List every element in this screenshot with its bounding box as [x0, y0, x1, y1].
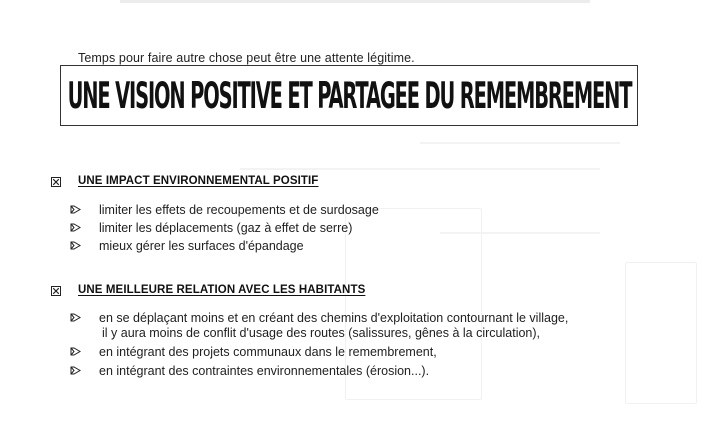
title-box [60, 65, 638, 126]
section-heading-row [0, 284, 720, 300]
list-item-text: en se déplaçant moins et en créant des chemins d'exploitation contournant le village, [99, 311, 569, 325]
list-item [0, 345, 720, 363]
list-item-text: en intégrant des projets communaux dans le remembrement, [99, 345, 437, 359]
page-title: UNE VISION POSITIVE ET PARTAGEE DU REMEMBREMENT [67, 75, 631, 117]
section-heading-row [0, 175, 720, 191]
list-item [0, 221, 720, 239]
intro-text: Temps pour faire autre chose peut être une attente légitime. [78, 51, 415, 65]
arrow-right-icon [70, 205, 81, 214]
arrow-right-icon [70, 241, 81, 250]
list-item-text: en intégrant des contraintes environnementales (érosion...). [99, 364, 430, 378]
list-item-text: limiter les déplacements (gaz à effet de serre) [99, 221, 353, 235]
checkbox-x-icon [51, 286, 61, 296]
list-item-text-continued: il y aura moins de conflit d'usage des routes (salissures, gênes à la circulation), [102, 326, 541, 340]
show-through-line [420, 142, 620, 144]
scan-edge [120, 0, 590, 3]
show-through-line [240, 168, 600, 170]
list-item-text: mieux gérer les surfaces d'épandage [99, 239, 304, 253]
arrow-right-icon [70, 223, 81, 232]
list-item [0, 203, 720, 221]
checkbox-x-icon [51, 177, 61, 187]
list-item [0, 364, 720, 382]
arrow-right-icon [70, 347, 81, 356]
list-item [0, 311, 720, 345]
arrow-right-icon [70, 366, 81, 375]
arrow-right-icon [70, 313, 81, 322]
section-heading: UNE MEILLEURE RELATION AVEC LES HABITANTS [78, 284, 366, 296]
list-item [0, 239, 720, 257]
section-heading: UNE IMPACT ENVIRONNEMENTAL POSITIF [78, 175, 319, 187]
list-item-text: limiter les effets de recoupements et de surdosage [99, 203, 379, 217]
